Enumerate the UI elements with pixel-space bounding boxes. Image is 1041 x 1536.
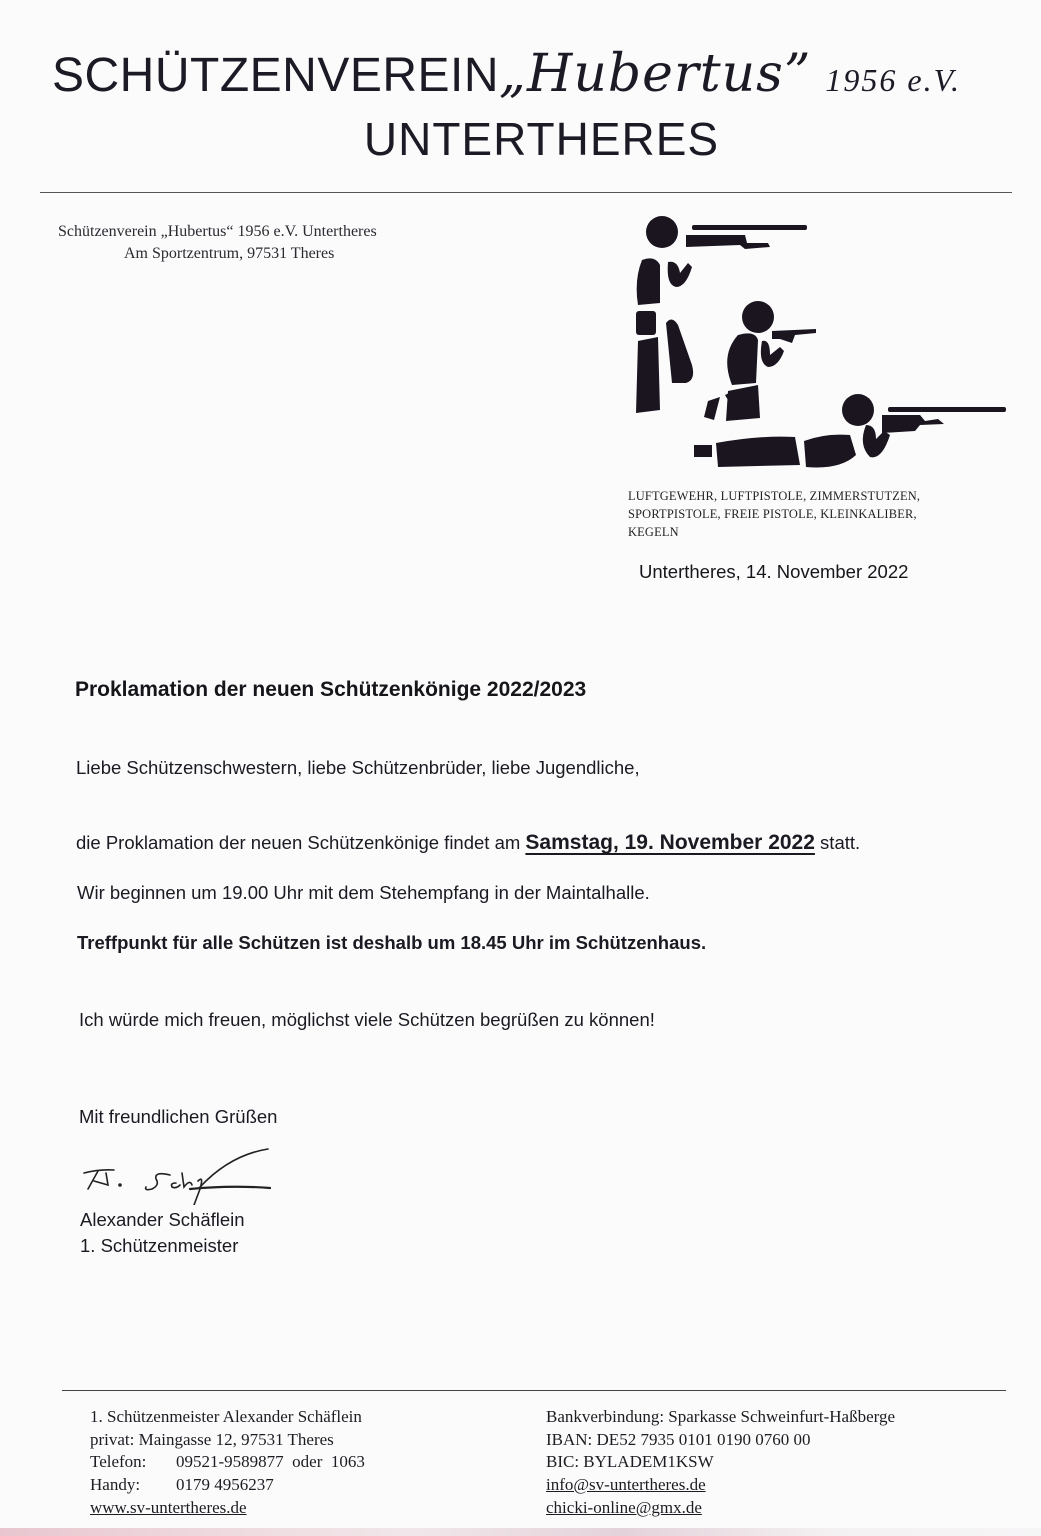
footer-contact-name: 1. Schützenmeister Alexander Schäflein (90, 1407, 362, 1426)
paragraph-event-date (76, 831, 860, 855)
footer-mobile (90, 1474, 365, 1497)
paragraph-invitation: Ich würde mich freuen, möglichst viele Schützen begrüßen zu können! (79, 1009, 655, 1030)
sender-line-2: Am Sportzentrum, 97531 Theres (124, 245, 335, 262)
standing-rifle-barrel (692, 225, 807, 230)
p1-text-before: die Proklamation der neuen Schützenkönige findet am (76, 832, 526, 853)
signatory-name: Alexander Schäflein (80, 1209, 245, 1230)
sender-line-1: Schützenverein „Hubertus“ 1956 e.V. Untertheres (58, 223, 377, 240)
email-link-chicki[interactable]: chicki-online@gmx.de (546, 1497, 702, 1517)
club-prefix: SCHÜTZENVEREIN (52, 49, 500, 102)
club-suffix: 1956 e.V. (825, 62, 962, 98)
kneeling-pistol (772, 329, 816, 343)
disciplines-line-2: SPORTPISTOLE, FREIE PISTOLE, KLEINKALIBER, (628, 507, 917, 521)
header-divider (40, 192, 1012, 193)
prone-rifle-stock (882, 415, 944, 433)
kneeling-foot (704, 397, 720, 420)
standing-leg-back (636, 337, 660, 413)
disciplines-line-3: KEGELN (628, 525, 679, 539)
greeting: Liebe Schützenschwestern, liebe Schützenbrüder, liebe Jugendliche, (76, 757, 640, 778)
closing-salutation: Mit freundlichen Grüßen (79, 1106, 278, 1127)
prone-rifle-barrel (888, 407, 1006, 412)
kneeling-arm (761, 341, 784, 367)
prone-shooter-head (842, 394, 874, 426)
website-link[interactable]: www.sv-untertheres.de (90, 1497, 247, 1517)
page-bottom-edge (0, 1528, 1041, 1536)
kneeling-shooter-head (742, 301, 774, 333)
standing-hip (636, 311, 656, 335)
phone-value: 09521-9589877 oder 1063 (176, 1452, 365, 1472)
prone-foot (694, 445, 712, 457)
mobile-value: 0179 4956237 (176, 1475, 274, 1495)
standing-rifle-stock (686, 235, 770, 249)
event-date-highlight: Samstag, 19. November 2022 (525, 831, 815, 854)
disciplines-line-1: LUFTGEWEHR, LUFTPISTOLE, ZIMMERSTUTZEN, (628, 489, 921, 503)
p1-text-after: statt. (814, 832, 861, 853)
sender-address (58, 221, 377, 265)
kneeling-thigh (726, 385, 760, 421)
standing-torso (637, 258, 660, 305)
bank-name: Bankverbindung: Sparkasse Schweinfurt-Haßberge (546, 1407, 896, 1426)
club-name-script: „Hubertus” (499, 44, 812, 104)
letter-date: Untertheres, 14. November 2022 (639, 561, 909, 582)
mobile-label: Handy: (90, 1475, 141, 1495)
footer-divider (62, 1390, 1006, 1391)
standing-shooter-head (646, 216, 678, 248)
letterhead-title (52, 44, 1032, 104)
paragraph-start-time: Wir beginnen um 19.00 Uhr mit dem Stehempfang in der Maintalhalle. (77, 882, 650, 903)
standing-arm (668, 262, 692, 287)
footer-private-address: privat: Maingasse 12, 97531 Theres (90, 1429, 334, 1449)
prone-legs (716, 437, 800, 467)
bank-bic: BIC: BYLADEM1KSW (546, 1452, 714, 1472)
paragraph-meeting-point: Treffpunkt für alle Schützen ist deshalb um 18.45 Uhr im Schützenhaus. (77, 932, 707, 953)
kneeling-torso (727, 333, 758, 385)
footer-contact (90, 1406, 365, 1520)
phone-label: Telefon: (90, 1452, 147, 1472)
disciplines-list (628, 487, 920, 541)
letterhead-town: UNTERTHERES (363, 113, 720, 165)
footer-phone (90, 1451, 365, 1474)
prone-torso (804, 435, 856, 468)
footer-bank (546, 1406, 895, 1520)
standing-leg-front (666, 319, 693, 383)
signatory-role: 1. Schützenmeister (80, 1235, 239, 1256)
bank-iban: IBAN: DE52 7935 0101 0190 0760 00 (546, 1429, 811, 1449)
signature-image (80, 1145, 280, 1205)
email-link-info[interactable]: info@sv-untertheres.de (546, 1475, 706, 1495)
letter-subject: Proklamation der neuen Schützenkönige 2022/2023 (75, 678, 587, 701)
shooters-pictogram-icon (620, 205, 1020, 475)
